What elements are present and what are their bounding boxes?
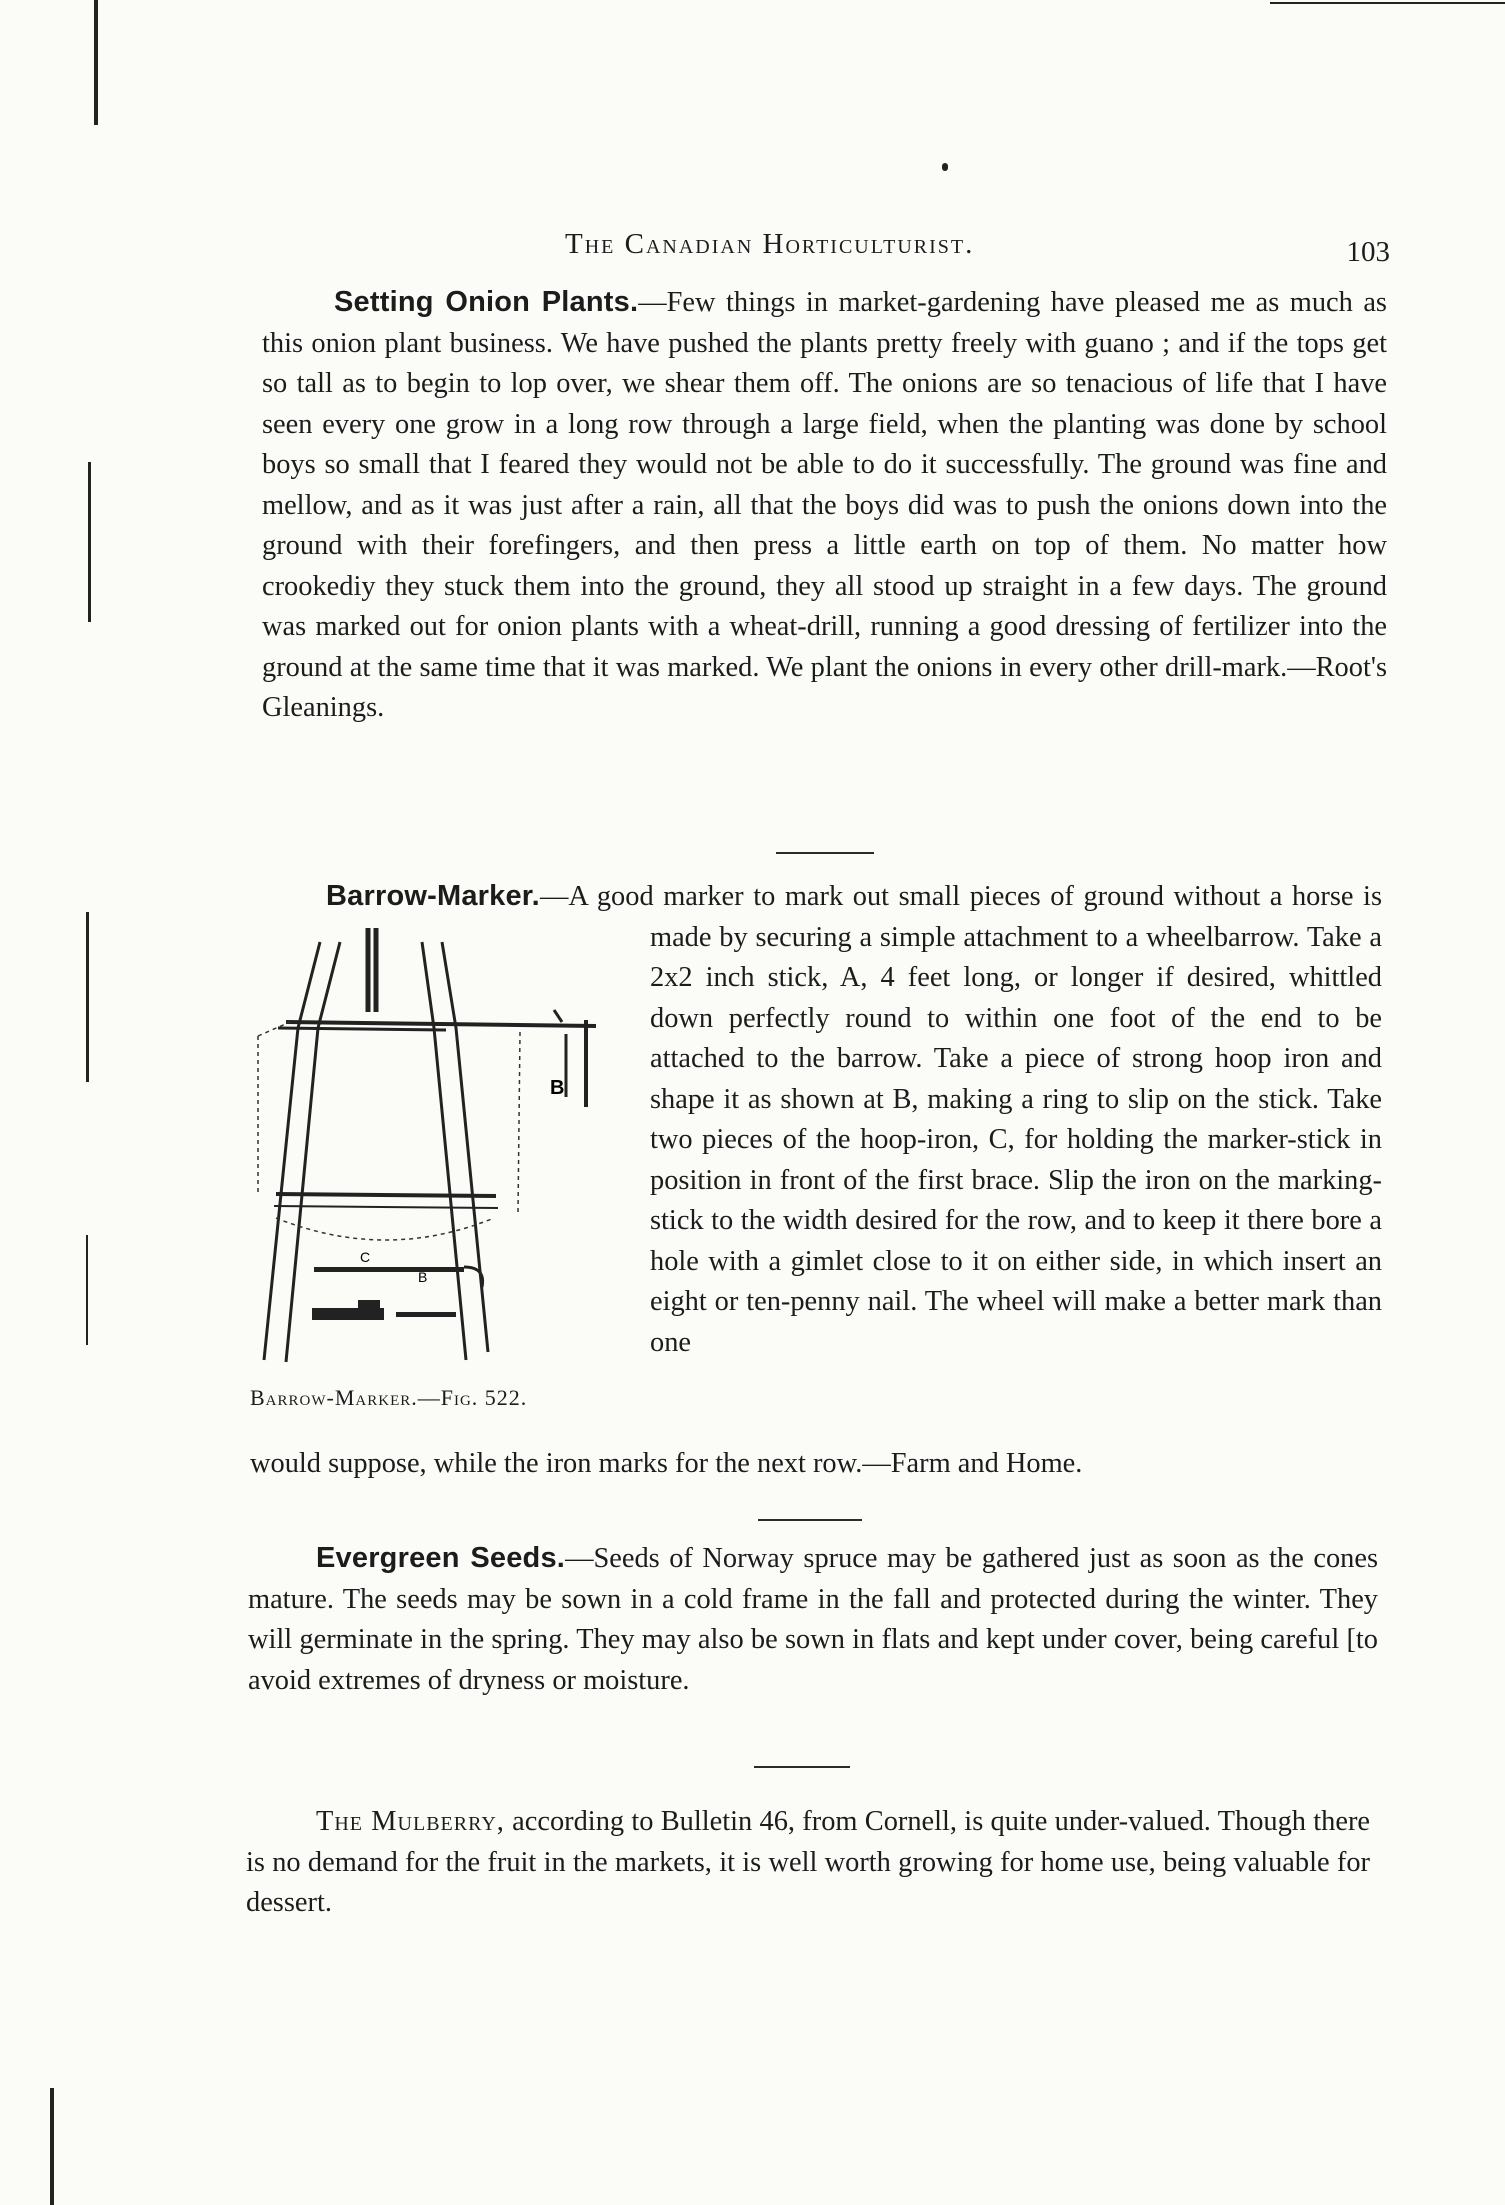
scan-mark-left-3 bbox=[86, 1235, 88, 1345]
hardware-detail bbox=[312, 1267, 464, 1320]
section-divider bbox=[758, 1519, 862, 1521]
barrow-marker-figure bbox=[256, 922, 628, 1382]
page-number: 103 bbox=[1346, 236, 1390, 268]
article-mulberry bbox=[246, 1802, 1370, 1924]
article-body: —Few things in market-gardening have pleased me as much as this onion plant business. We have pushed the plants pretty freely with guano ; and if the tops get so tall as to begin to lop over, we shear them off. The onions are so tenacious of life that I have seen every one grow in a long row through a large field, when the planting was done by school boys so small that I feared they would not be able to do it successfully. The ground was fine and mellow, and as it was just after a rain, all that the boys did was to push the onions down into the ground with their forefingers, and then press a little earth on top of them. No matter how crookediy they stuck them into the ground, they all stood up straight in a few days. The ground was marked out for onion plants with a wheat-drill, running a good dressing of fertilizer into the ground at the same time that it was marked. We plant the onions in every other drill-mark.—Root's Gleanings. bbox=[262, 287, 1387, 723]
scan-mark-top-left bbox=[94, 0, 98, 125]
figure-label-c: C bbox=[360, 1249, 371, 1265]
article-heading: Setting Onion Plants. bbox=[334, 286, 639, 318]
article-barrow-marker-continued bbox=[250, 1444, 1330, 1485]
section-divider bbox=[776, 852, 874, 854]
section-divider bbox=[754, 1766, 850, 1768]
running-title: The Canadian Horticulturist. bbox=[565, 228, 975, 260]
figure-label-b: B bbox=[550, 1077, 565, 1099]
scan-mark-left-2 bbox=[86, 912, 89, 1082]
figure-caption: Barrow-Marker.—Fig. 522. bbox=[250, 1385, 528, 1410]
scan-mark-top-right bbox=[1270, 2, 1505, 4]
article-heading: Evergreen Seeds. bbox=[316, 1542, 566, 1574]
marker-stick bbox=[286, 1022, 596, 1026]
article-barrow-marker bbox=[326, 876, 1382, 1363]
article-heading: The Mulberry, bbox=[316, 1806, 505, 1837]
figure-label-b-detail: B bbox=[418, 1269, 428, 1285]
inner-right-leg bbox=[422, 942, 466, 1360]
right-leg bbox=[442, 942, 488, 1352]
article-body: —A good marker to mark out small pieces of ground without a horse is made by securing a simple attachment to a wheelbarrow. Take a 2x2 inch stick, A, 4 feet long, or longer if desired, whittled down perfectly round to within one foot of the end to be attached to the barrow. Take a piece of strong hoop iron and shape it as shown at B, making a ring to slip on the stick. Take two pieces of the hoop-iron, C, for holding the marker-stick in position in front of the first brace. Slip the iron on the marking-stick to the width desired for the row, and to keep it there bore a hole with a gimlet close to it on either side, in which insert an eight or ten-penny nail. The wheel will make a better mark than one bbox=[539, 881, 1382, 1358]
article-evergreen-seeds bbox=[248, 1538, 1378, 1701]
inner-left-leg bbox=[286, 942, 340, 1362]
article-body: —Seeds of Norway spruce may be gathered just as soon as the cones mature. The seeds may be sown in a cold frame in the fall and protected during the winter. They will germinate in the spring. They may also be sown in flats and kept under cover, being careful [to avoid extremes of dryness or moisture. bbox=[248, 1543, 1378, 1696]
scan-mark-bottom-left bbox=[50, 2088, 54, 2205]
page-header bbox=[260, 222, 1390, 272]
handle bbox=[368, 928, 376, 1012]
article-heading: Barrow-Marker. bbox=[326, 880, 540, 912]
lower-brace bbox=[276, 1194, 496, 1196]
article-body-end: would suppose, while the iron marks for the next row.—Farm and Home. bbox=[250, 1448, 1083, 1479]
scan-mark-left-1 bbox=[88, 462, 91, 622]
article-onion-plants bbox=[262, 282, 1387, 729]
scan-dot bbox=[942, 163, 948, 171]
article-body: according to Bulletin 46, from Cornell, is quite under-valued. Though there is no demand for the fruit in the markets, it is well worth growing for home use, being valuable for dessert. bbox=[246, 1806, 1370, 1918]
